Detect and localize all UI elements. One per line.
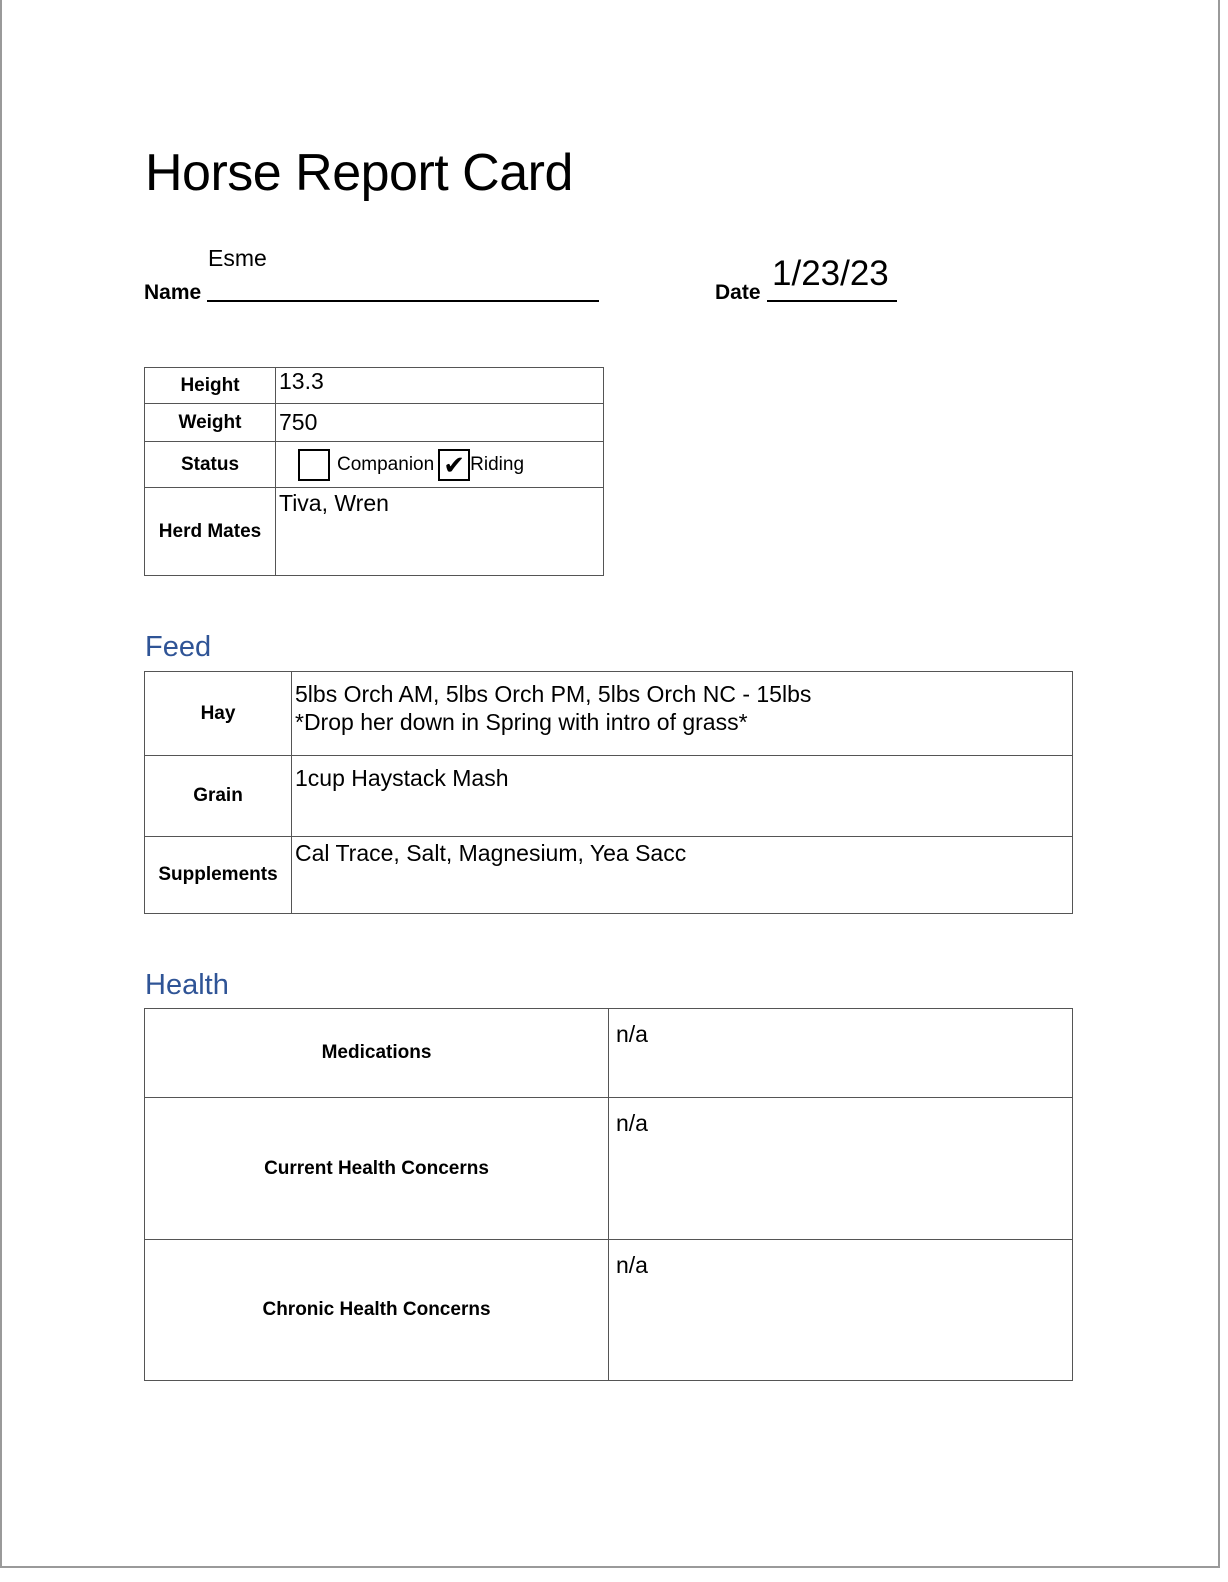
table-row xyxy=(145,756,1073,837)
table-row xyxy=(145,1240,1073,1381)
table-row xyxy=(145,442,604,488)
supplements-value[interactable]: Cal Trace, Salt, Magnesium, Yea Sacc xyxy=(292,837,1073,914)
name-underline xyxy=(207,300,599,302)
health-heading: Health xyxy=(145,969,229,1001)
table-row xyxy=(145,368,604,404)
weight-label: Weight xyxy=(145,404,276,442)
companion-checkbox[interactable] xyxy=(298,449,330,481)
supplements-label: Supplements xyxy=(145,837,292,914)
height-value[interactable]: 13.3 xyxy=(276,368,604,404)
current-health-value[interactable]: n/a xyxy=(609,1098,1073,1240)
name-label: Name xyxy=(144,281,202,304)
table-row xyxy=(145,1009,1073,1098)
hay-value[interactable] xyxy=(292,672,1073,756)
name-value[interactable]: Esme xyxy=(208,245,267,271)
companion-label: Companion xyxy=(337,453,435,475)
current-health-label: Current Health Concerns xyxy=(145,1098,609,1240)
herd-mates-value[interactable]: Tiva, Wren xyxy=(276,488,604,576)
grain-label: Grain xyxy=(145,756,292,837)
table-row xyxy=(145,837,1073,914)
status-label: Status xyxy=(145,442,276,488)
hay-line-1: 5lbs Orch AM, 5lbs Orch PM, 5lbs Orch NC - 15lbs xyxy=(295,681,812,707)
riding-label: Riding xyxy=(470,453,525,475)
hay-line-2: *Drop her down in Spring with intro of grass* xyxy=(295,709,748,735)
health-table xyxy=(144,1008,1073,1381)
medications-label: Medications xyxy=(145,1009,609,1098)
chronic-health-value[interactable]: n/a xyxy=(609,1240,1073,1381)
chronic-health-label: Chronic Health Concerns xyxy=(145,1240,609,1381)
height-label: Height xyxy=(145,368,276,404)
table-row xyxy=(145,1098,1073,1240)
table-row xyxy=(145,404,604,442)
hay-label: Hay xyxy=(145,672,292,756)
riding-checkbox[interactable]: ✔ xyxy=(438,449,470,481)
medications-value[interactable]: n/a xyxy=(609,1009,1073,1098)
status-options xyxy=(276,442,604,488)
date-value[interactable]: 1/23/23 xyxy=(772,254,889,293)
date-underline xyxy=(767,300,897,302)
grain-value[interactable]: 1cup Haystack Mash xyxy=(292,756,1073,837)
feed-table xyxy=(144,671,1073,914)
info-table xyxy=(144,367,604,576)
weight-value[interactable]: 750 xyxy=(276,404,604,442)
feed-heading: Feed xyxy=(145,631,212,663)
table-row xyxy=(145,488,604,576)
date-label: Date xyxy=(715,281,761,304)
page-title: Horse Report Card xyxy=(145,144,573,202)
herd-mates-label: Herd Mates xyxy=(145,488,276,576)
table-row xyxy=(145,672,1073,756)
